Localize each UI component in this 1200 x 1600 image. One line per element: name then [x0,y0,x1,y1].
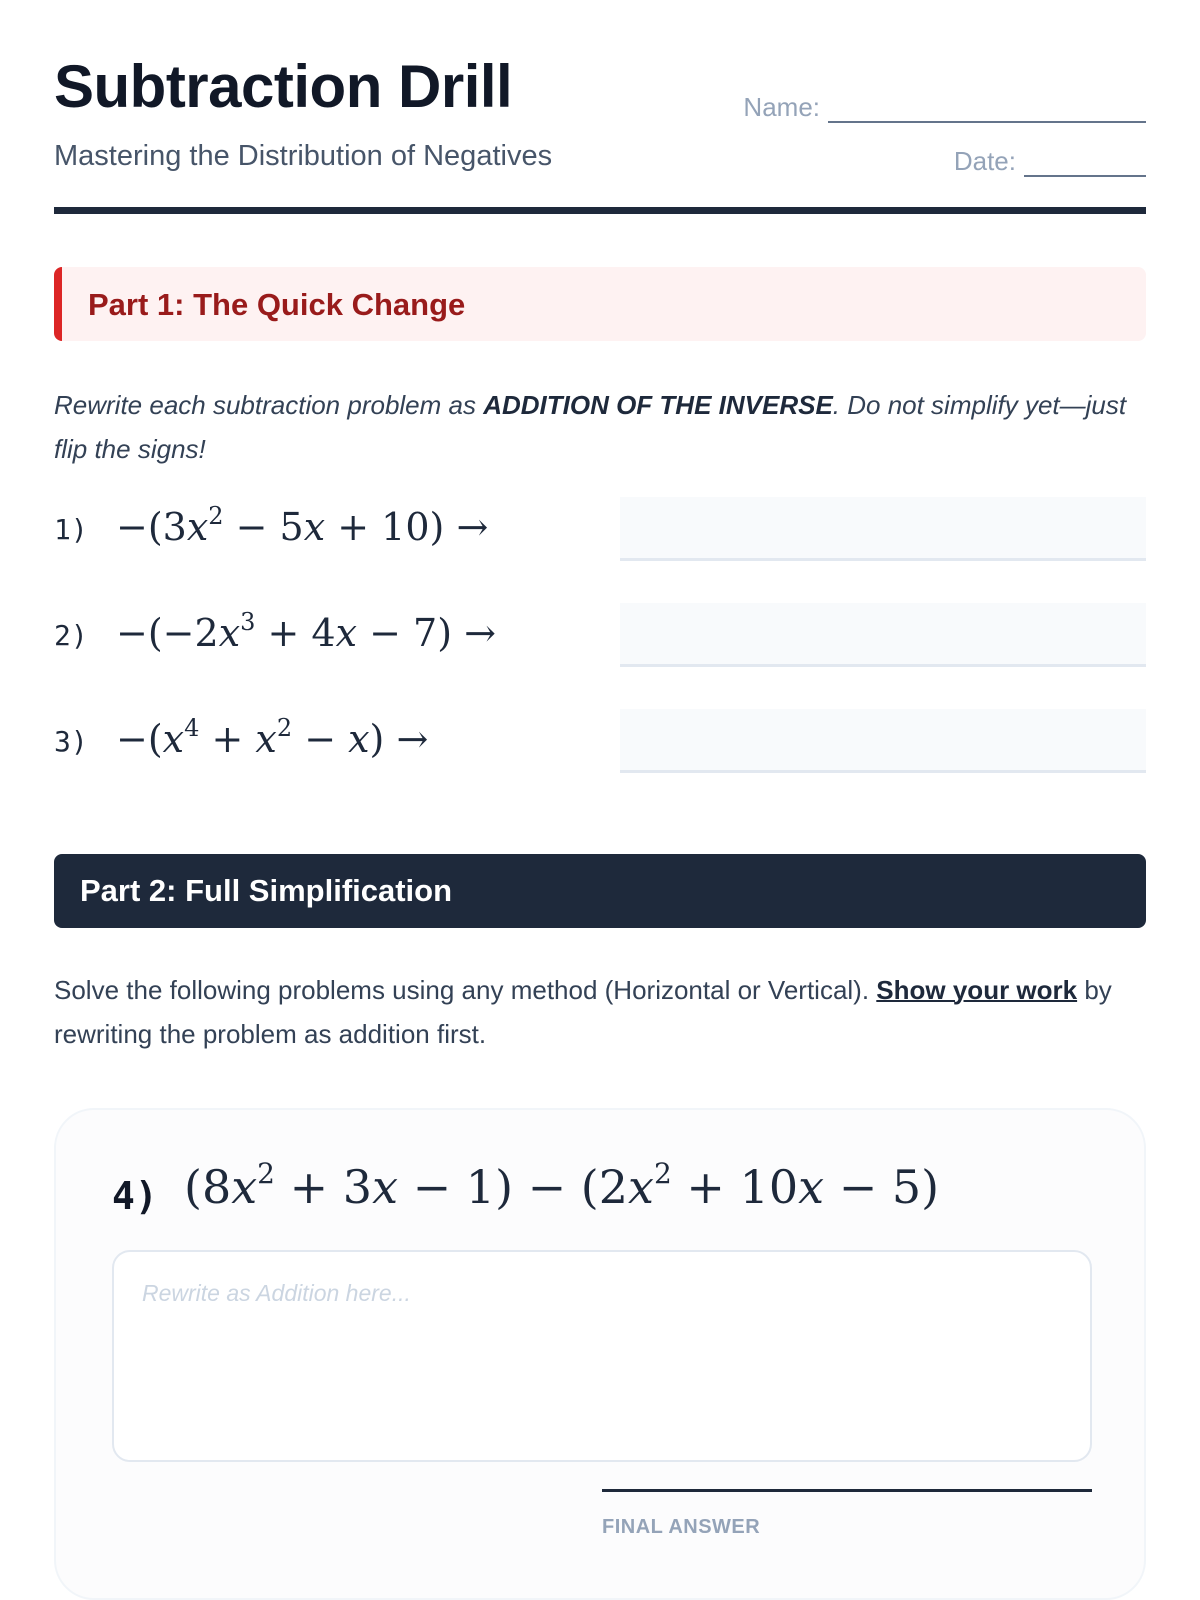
name-line[interactable] [828,99,1146,123]
part2-instructions [54,968,1146,1056]
name-field[interactable] [743,92,1146,123]
problem-number: 2) [54,619,88,652]
date-label: Date: [953,146,1016,176]
final-answer-line[interactable] [602,1489,1092,1492]
work-area[interactable] [112,1250,1092,1462]
part2-instruction-before: Solve the following problems using any method (Horizontal or Vertical). [54,975,877,1005]
problem-number: 1) [54,513,88,546]
answer-field-2[interactable] [620,603,1146,667]
name-label: Name: [743,92,820,122]
part2-instruction-underlined: Show your work [876,975,1078,1005]
header-divider [54,207,1146,214]
problem-2 [54,603,1146,667]
part1-banner [54,267,1146,341]
problem-3 [54,709,1146,773]
problem-expression: $-(3x^2 - 5x + 10)$ → [116,502,489,549]
part2-heading: Part 2: Full Simplification [80,873,453,908]
problem-4-expression: $(8x^2 + 3x - 1) - (2x^2 + 10x - 5)$ [184,1157,940,1214]
answer-field-3[interactable] [620,709,1146,773]
page-subtitle: Mastering the Distribution of Negatives [54,140,553,172]
problem-expression: $-(-2x^3 + 4x - 7)$ → [116,608,496,655]
part1-heading: Part 1: The Quick Change [88,287,466,322]
part1-instruction-bold: ADDITION OF THE INVERSE [483,390,833,420]
part2-instruction-after: by rewriting the problem as addition first. [54,975,1112,1049]
final-answer-label: FINAL ANSWER [602,1516,761,1538]
page-title: Subtraction Drill [54,53,513,120]
work-placeholder: Rewrite as Addition here... [142,1280,411,1306]
problem-1 [54,497,1146,561]
problem-4-number: 4) [112,1174,158,1218]
part1-instructions [54,383,1146,471]
part1-instruction-before: Rewrite each subtraction problem as [54,390,484,420]
problem-number: 3) [54,725,88,758]
worksheet-page [54,0,1146,1600]
date-line[interactable] [1024,153,1146,177]
problem-4-card [54,1108,1146,1600]
part2-banner [54,854,1146,928]
problem-expression: $-(x^4 + x^2 - x)$ → [116,714,429,761]
answer-field-1[interactable] [620,497,1146,561]
date-field[interactable] [954,146,1146,177]
part1-instruction-after: . Do not simplify yet—just flip the signs! [54,390,1127,464]
